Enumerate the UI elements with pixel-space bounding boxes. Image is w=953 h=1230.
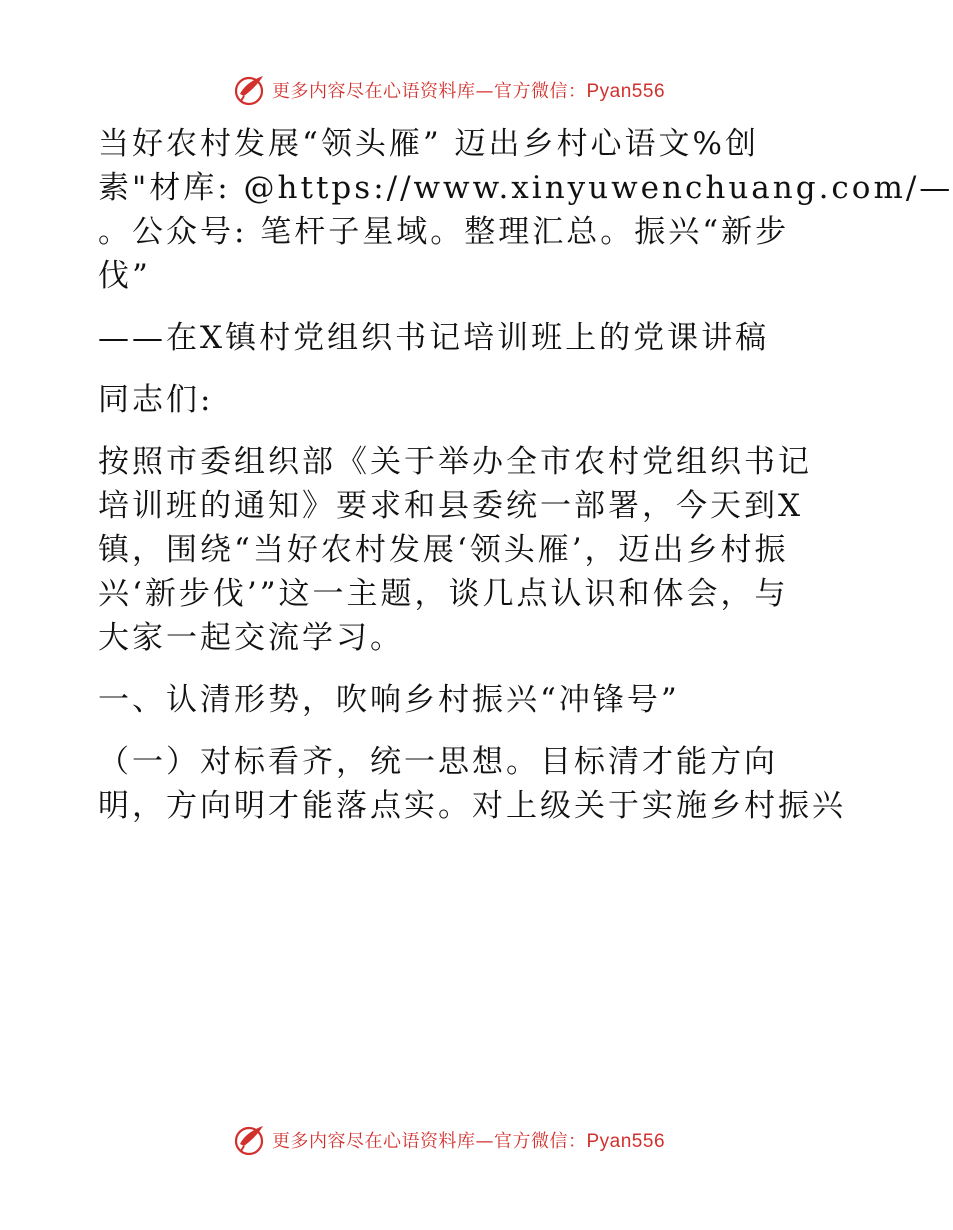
quill-logo-icon (232, 72, 268, 108)
paragraph-line: （一）对标看齐，统一思想。目标清才能方向 (98, 744, 778, 780)
intro-paragraph (98, 440, 858, 660)
footer-watermark (232, 1120, 752, 1160)
paragraph-line: 按照市委组织部《关于举办全市农村党组织书记 (98, 444, 812, 480)
paragraph-line: 明，方向明才能落点实。对上级关于实施乡村振兴 (98, 788, 846, 824)
title-line: 当好农村发展“领头雁” 迈出乡村心语文%创 (98, 126, 760, 162)
title-line: 伐” (98, 258, 151, 294)
paragraph-line: 大家一起交流学习。 (98, 620, 404, 656)
section-paragraph (98, 740, 858, 828)
title-line: 。公众号: 笔杆子星域。整理汇总。振兴“新步 (98, 214, 790, 250)
greeting: 同志们: (98, 382, 214, 418)
watermark-text: 更多内容尽在心语资料库—官方微信： (272, 81, 587, 102)
paragraph-line: 兴‘新步伐’”这一主题，谈几点认识和体会，与 (98, 576, 789, 612)
section-heading: 一、认清形势，吹响乡村振兴“冲锋号” (98, 682, 680, 718)
watermark-text: 更多内容尽在心语资料库—官方微信： (272, 1131, 587, 1152)
watermark-account: Pyan556 (586, 81, 666, 102)
quill-logo-icon (232, 1122, 268, 1158)
header-watermark (232, 70, 752, 110)
document-subtitle: ——在X镇村党组织书记培训班上的党课讲稿 (98, 320, 770, 356)
document-title (98, 122, 953, 298)
paragraph-line: 镇，围绕“当好农村发展‘领头雁’，迈出乡村振 (98, 532, 789, 568)
title-line: 素"材库: @https://www.xinyuwenchuang.com/— (98, 170, 953, 206)
document-body (98, 122, 953, 828)
watermark-account: Pyan556 (586, 1131, 666, 1152)
paragraph-line: 培训班的通知》要求和县委统一部署，今天到X (98, 488, 804, 524)
